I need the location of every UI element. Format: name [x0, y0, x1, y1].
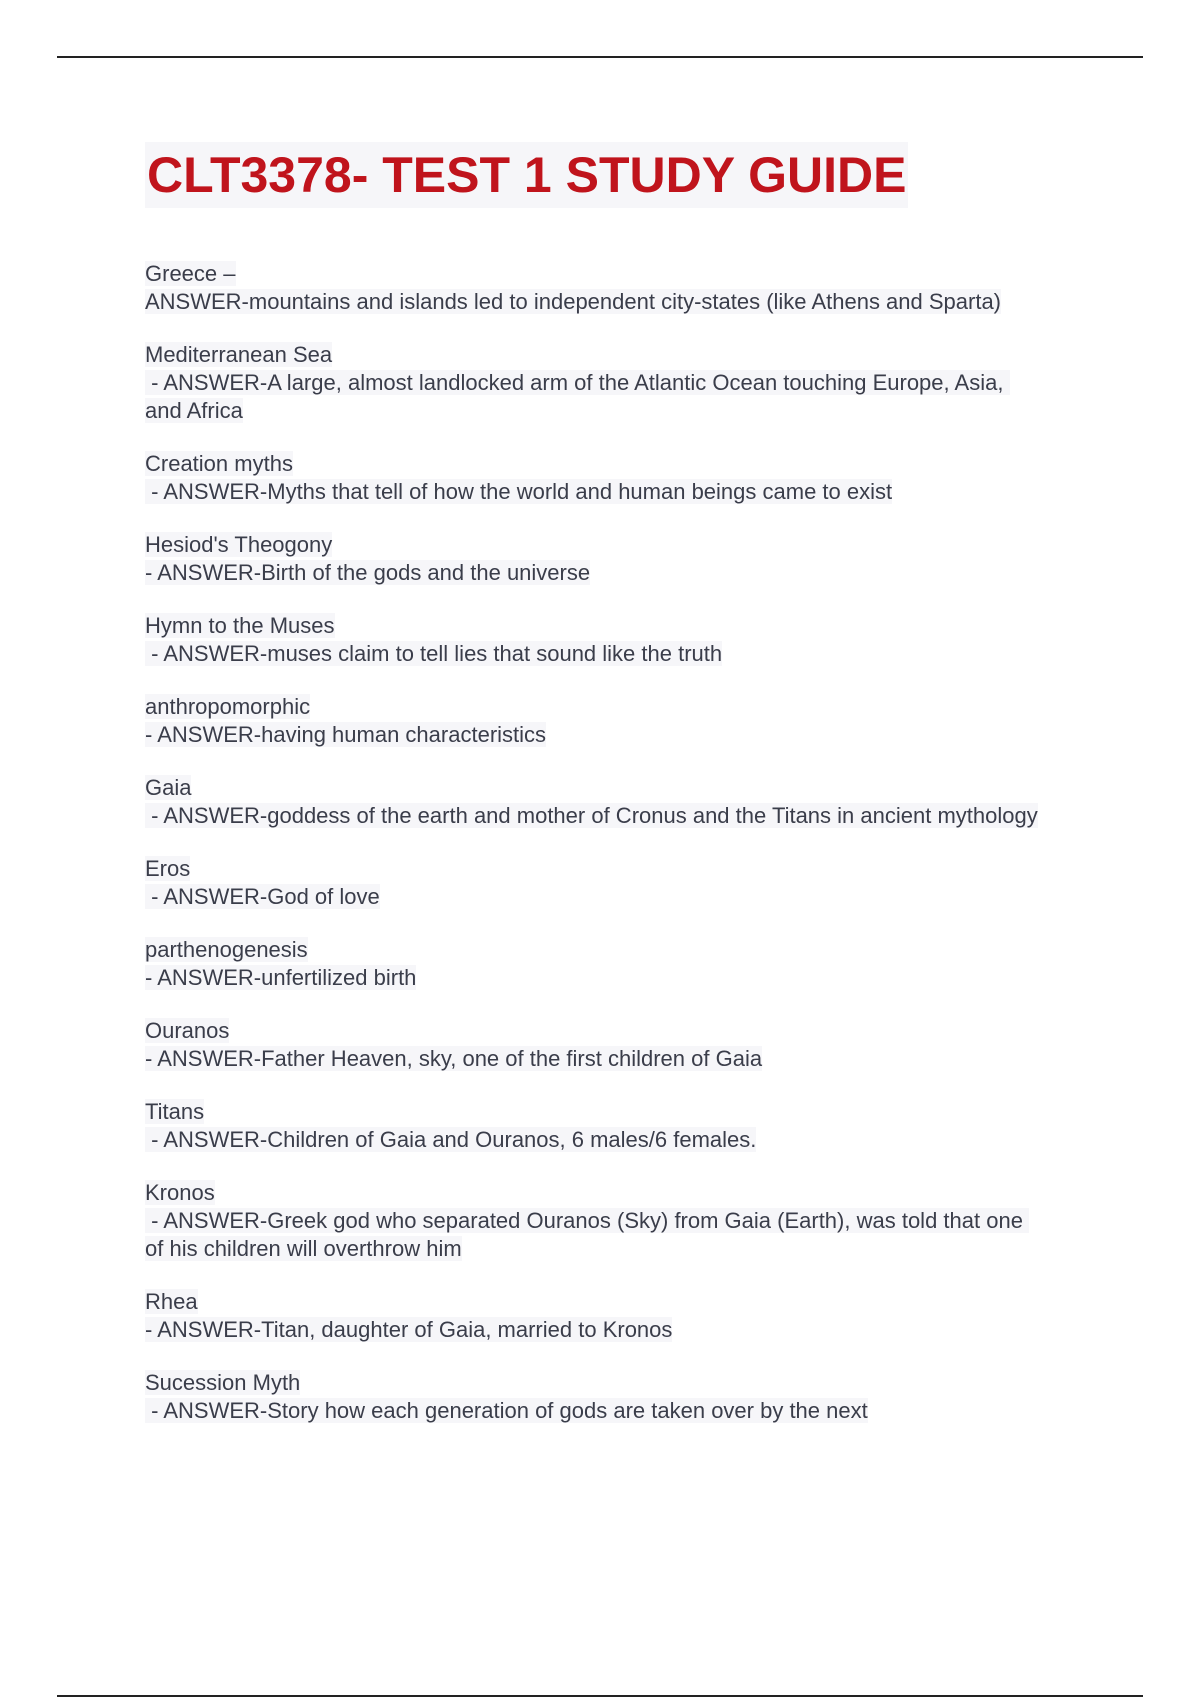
entry-answer: - ANSWER-muses claim to tell lies that sound like the truth — [145, 641, 723, 666]
entry-kronos — [145, 1179, 1045, 1263]
entry-answer: - ANSWER-Birth of the gods and the universe — [145, 560, 591, 585]
entry-term: Eros — [145, 856, 191, 881]
entry-answer: - ANSWER-Father Heaven, sky, one of the first children of Gaia — [145, 1046, 763, 1071]
entry-term: Gaia — [145, 775, 192, 800]
entry-term: Rhea — [145, 1289, 198, 1314]
entry-answer: - ANSWER-goddess of the earth and mother of Cronus and the Titans in ancient mythology — [145, 803, 1038, 828]
entry-answer: - ANSWER-A large, almost landlocked arm of the Atlantic Ocean touching Europe, Asia, and Africa — [145, 370, 1010, 423]
entry-answer: - ANSWER-having human characteristics — [145, 722, 547, 747]
top-rule — [57, 56, 1143, 58]
entry-greece — [145, 260, 1045, 316]
entry-term: Hesiod's Theogony — [145, 532, 333, 557]
entry-sucession-myth — [145, 1369, 1045, 1425]
entry-answer: - ANSWER-Myths that tell of how the world and human beings came to exist — [145, 479, 893, 504]
entry-term: Titans — [145, 1099, 205, 1124]
entry-creation-myths — [145, 450, 1045, 506]
entry-term: Mediterranean Sea — [145, 342, 333, 367]
entry-eros — [145, 855, 1045, 911]
entry-answer: - ANSWER-Greek god who separated Ouranos (Sky) from Gaia (Earth), was told that one of his children will overthrow him — [145, 1208, 1030, 1261]
entry-term: anthropomorphic — [145, 694, 311, 719]
entry-rhea — [145, 1288, 1045, 1344]
entry-term: Greece – — [145, 261, 236, 286]
entry-answer: - ANSWER-Children of Gaia and Ouranos, 6 males/6 females. — [145, 1127, 757, 1152]
entry-answer: - ANSWER-Titan, daughter of Gaia, married to Kronos — [145, 1317, 673, 1342]
entry-answer: - ANSWER-Story how each generation of gods are taken over by the next — [145, 1398, 868, 1423]
entry-ouranos — [145, 1017, 1045, 1073]
entry-term: parthenogenesis — [145, 937, 308, 962]
entry-hymn-to-the-muses — [145, 612, 1045, 668]
bottom-rule — [57, 1695, 1143, 1697]
entry-parthenogenesis — [145, 936, 1045, 992]
entry-term: Kronos — [145, 1180, 215, 1205]
entry-term: Hymn to the Muses — [145, 613, 335, 638]
entry-answer: - ANSWER-God of love — [145, 884, 380, 909]
entry-answer: - ANSWER-unfertilized birth — [145, 965, 417, 990]
study-guide-entries — [145, 260, 1045, 1450]
page-title: CLT3378- TEST 1 STUDY GUIDE — [145, 142, 908, 208]
entry-term: Sucession Myth — [145, 1370, 301, 1395]
entry-titans — [145, 1098, 1045, 1154]
entry-gaia — [145, 774, 1045, 830]
entry-mediterranean-sea — [145, 341, 1045, 425]
entry-anthropomorphic — [145, 693, 1045, 749]
entry-answer: ANSWER-mountains and islands led to independent city-states (like Athens and Sparta) — [145, 289, 1002, 314]
entry-term: Ouranos — [145, 1018, 230, 1043]
entry-term: Creation myths — [145, 451, 293, 476]
entry-hesiods-theogony — [145, 531, 1045, 587]
